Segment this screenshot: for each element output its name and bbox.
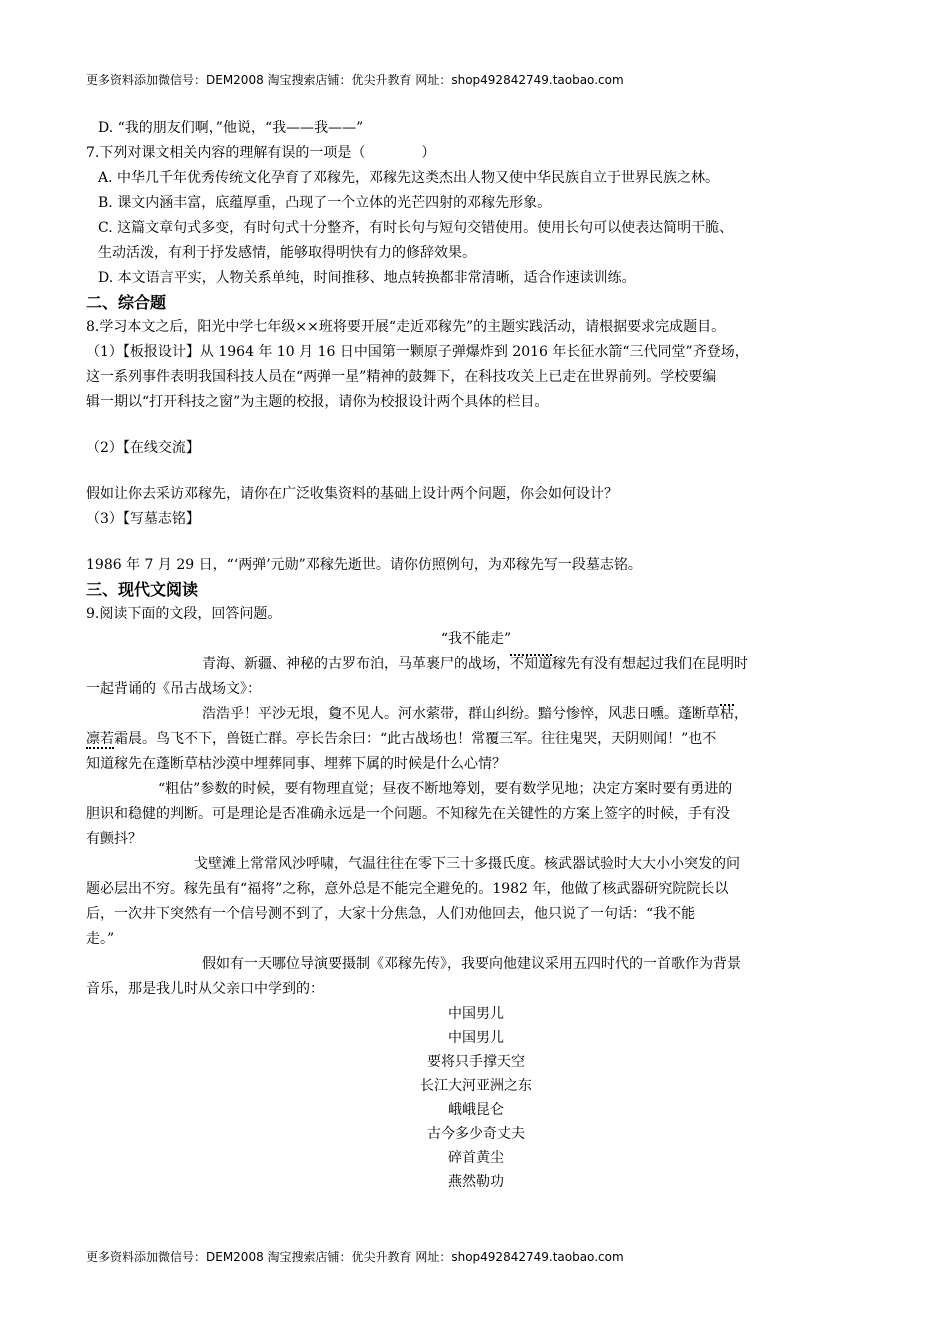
q8-part1-line2: 这一系列事件表明我国科技人员在“两弹一星”精神的鼓舞下，在科技攻关上已走在世界前列。学校要编 [86, 369, 717, 385]
answer-space [86, 415, 866, 436]
q8-part2-text: 假如让你去采访邓稼先，请你在广泛收集资料的基础上设计两个问题，你会如何设计？ [86, 486, 618, 502]
answer-space [86, 532, 866, 553]
passage-para-2-line3: 知道稼先在蓬断草枯沙漠中埋葬同事、埋葬下属的时候是什么心情？ [86, 756, 506, 772]
passage-para-4: 戈壁滩上常常风沙呼啸，气温往往在零下三十多摄氏度。核武器试验时大大小小突发的问 [194, 856, 740, 872]
q8-part1-line1: （1）【板报设计】从 1964 年 10 月 16 日中国第一颗原子弹爆炸到 2016 年长征水箭“三代同堂”齐登场， [86, 344, 749, 360]
passage-para-2-line2 [86, 727, 866, 752]
answer-space [86, 461, 866, 482]
passage-para-5: 假如有一天哪位导演要摄制《邓稼先传》，我要向他建议采用五四时代的一首歌作为背景 [202, 956, 741, 972]
para-text: ， [734, 706, 748, 722]
q8-part3-title: （3）【写墓志铭】 [86, 511, 200, 527]
passage-para-3-line2: 胆识和稳健的判断。可是理论是否准确永远是一个问题。不知稼先在关键性的方案上签字的时候，手有没 [86, 806, 730, 822]
lyric-line: 中国男儿 [448, 1006, 504, 1022]
q7-option-c-cont: 生动活泼，有利于抒发感情，能够取得明快有力的修辞效果。 [98, 245, 476, 261]
q7-stem: 7.下列对课文相关内容的理解有误的一项是（ ） [86, 145, 436, 161]
q7-option-c: C. 这篇文章句式多变，有时句式十分整齐，有时长句与短句交错使用。使用长句可以使表达简明干脆、 [98, 220, 734, 236]
document-body [86, 116, 866, 1194]
passage-para-4-line4: 走。” [86, 931, 115, 947]
para-text: 青海、新疆、神秘的古罗布泊，马革裹尸的战场， [202, 656, 510, 672]
q7-option-a: A. 中华几千年优秀传统文化孕育了邓稼先，邓稼先这类杰出人物又使中华民族自立于世界民族之林。 [98, 170, 720, 186]
lyric-line: 要将只手撑天空 [427, 1054, 525, 1070]
section-2-title: 二、综合题 [86, 293, 167, 312]
passage-para-3: “粗估”参数的时候，要有物理直觉；昼夜不断地筹划，要有数学见地；决定方案时要有勇进的 [158, 781, 733, 797]
passage-para-4-line2: 题必层出不穷。稼先虽有“福将”之称，意外总是不能完全避免的。1982 年，他做了核武器研究院院长以 [86, 881, 729, 897]
section-3-title: 三、现代文阅读 [86, 580, 199, 599]
passage-title: “我不能走” [440, 631, 512, 647]
passage-para-1-line2: 一起背诵的《吊古战场文》： [86, 681, 261, 697]
lyric-line: 燕然勒功 [448, 1174, 504, 1190]
q7-option-b: B. 课文内涵丰富，底蕴厚重，凸现了一个立体的光芒四射的邓稼先形象。 [98, 195, 552, 211]
emphasis-dots: 凛若 [86, 731, 114, 747]
lyric-line: 峨峨昆仑 [448, 1102, 504, 1118]
para-text: 霜晨。鸟飞不下，兽铤亡群。亭长告余曰：“此古战场也！常覆三军。往往鬼哭，天阴则闻！”也不 [114, 731, 717, 747]
lyric-line: 中国男儿 [448, 1030, 504, 1046]
passage-para-2 [86, 702, 866, 727]
lyric-line: 碎首黄尘 [448, 1150, 504, 1166]
q8-stem: 8.学习本文之后，阳光中学七年级××班将要开展“走近邓稼先”的主题实践活动，请根据要求完成题目。 [86, 319, 726, 335]
q7-option-d: D. 本文语言平实，人物关系单纯，时间推移、地点转换都非常清晰，适合作速读训练。 [98, 270, 636, 286]
passage-para-5-line2: 音乐，那是我儿时从父亲口中学到的： [86, 981, 324, 997]
q8-part1-line3: 辑一期以“打开科技之窗”为主题的校报，请你为校报设计两个具体的栏目。 [86, 394, 549, 410]
page-header: 更多资料添加微信号：DEM2008 淘宝搜索店铺：优尖升教育 网址：shop492842749.taobao.com [86, 73, 624, 87]
passage-para-4-line3: 后，一次井下突然有一个信号测不到了，大家十分焦急，人们劝他回去，他只说了一句话：“我不能 [86, 906, 696, 922]
q8-part2-title: （2）【在线交流】 [86, 440, 200, 456]
page-footer: 更多资料添加微信号：DEM2008 淘宝搜索店铺：优尖升教育 网址：shop492842749.taobao.com [86, 1250, 624, 1264]
q6-option-d: D. “我的朋友们啊，”他说，“我——我——” [98, 120, 364, 136]
para-text: 稼先有没有想起过我们在昆明时 [552, 656, 748, 672]
para-text: 不知道 [510, 656, 552, 672]
emphasis-dots [510, 654, 552, 672]
para-text: 浩浩乎！平沙无垠，敻不见人。河水萦带，群山纠纷。黯兮惨悴，风悲日曛。蓬断草 [202, 706, 720, 722]
passage-para-1 [86, 652, 866, 677]
emphasis-dots: 枯 [720, 706, 734, 722]
song-lyrics [86, 1002, 866, 1194]
passage-para-3-line3: 有颤抖？ [86, 831, 142, 847]
lyric-line: 长江大河亚洲之东 [420, 1078, 532, 1094]
q8-part3-text: 1986 年 7 月 29 日，“‘两弹’元勋”邓稼先逝世。请你仿照例句，为邓稼先写一段墓志铭。 [86, 557, 642, 573]
lyric-line: 古今多少奇丈夫 [427, 1126, 525, 1142]
q9-stem: 9.阅读下面的文段，回答问题。 [86, 606, 282, 622]
